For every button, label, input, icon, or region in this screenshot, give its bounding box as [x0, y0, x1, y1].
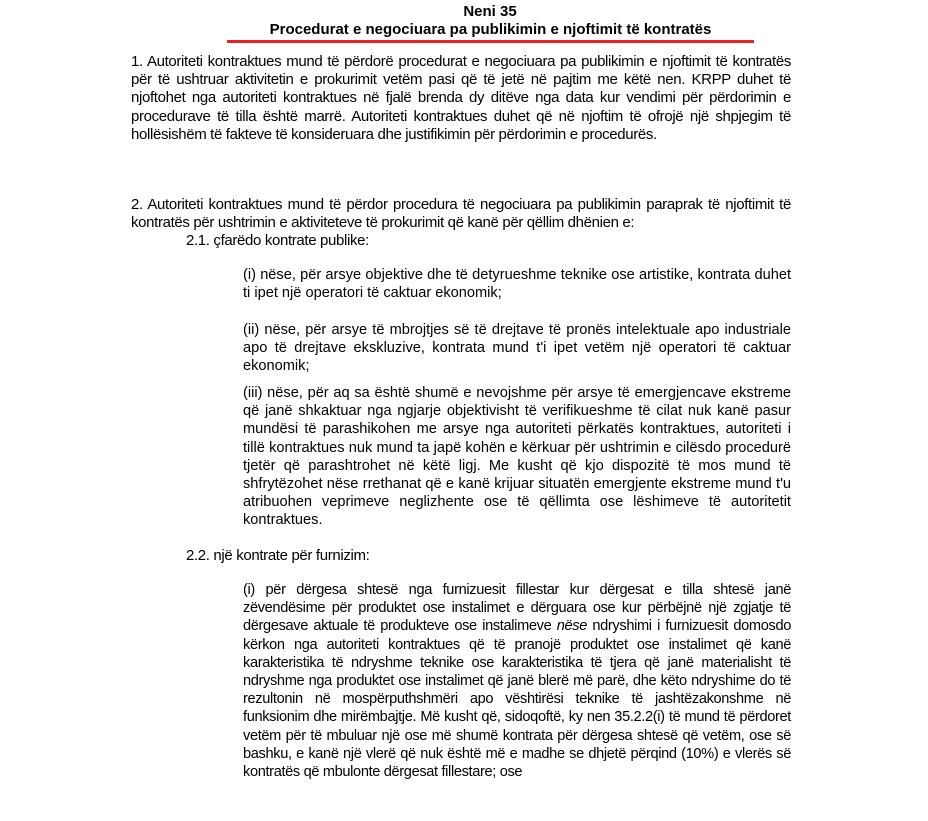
item-text-before: (i) për dërgesa shtesë nga furnizuesit fillestar kur dërgesat e tilla shtesë janë zëvendësime për produktet ose instalimet e dërguara ose kur përbëjnë një zgjatje të dërgesave aktuale të produkteve ose instalimeve: [243, 582, 791, 635]
item-text-after: ndryshimi i furnizuesit domosdo kërkon nga autoriteti kontraktues që të pranojë produktet ose instalimet që kanë karakteristika të ndryshme teknike ose karakteristika të tjera që janë materialisht të ndryshme nga produktet ose instalimet që janë blerë më parë, dhe këto ndryshime do të rezultonin në mospërputhshmëri apo vështirësi teknike të jashtëzakonshme në funksionim dhe mirëmbajtje. Më kusht që, sidoqoftë, ky nen 35.2.2(i) të mund të përdoret vetëm për të mbuluar një ose më shumë kontrata për dërgesa shtesë që vetëm, ose së bashku, e kanë një vlerë që nuk është më e madhe se dhjetë përqind (10%) e vlerës së kontratës që mbulonte dërgesat fillestare; ose: [243, 618, 791, 781]
article-title: Procedurat e negociuara pa publikimin e njoftimit të kontratës: [269, 21, 712, 38]
section-2-1-heading: 2.1. çfarëdo kontrate publike:: [186, 232, 369, 249]
section-2-2-heading: 2.2. një kontrate për furnizim:: [186, 547, 370, 564]
section-2-2-item-i: [243, 581, 791, 781]
item-text-italic: nëse: [556, 618, 587, 635]
section-2-1-item-iii: (iii) nëse, për aq sa është shumë e nevojshme për arsye të emergjencave ekstreme që janë shkaktuar nga ngjarje objektivisht të verifikueshme të cilat nuk kanë pasur mundësi të parashikohen me arsye nga autoriteti përkatës kontraktues, autoriteti i tillë kontraktues nuk mund ta japë kohën e kërkuar për ushtrimin e cilësdo procedurë tjetër që parashtrohet në këtë ligj. Me kusht që kjo dispozitë të mos mund të shfrytëzohet nëse rrethanat që e kanë krijuar situatën emergjente ekstreme mund t'u atribuohen veprimeve neglizhente ose të qëllimta ose lëshimeve të autoritetit kontraktues.: [243, 385, 791, 529]
section-2-1-item-i: (i) nëse, për arsye objektive dhe të detyrueshme teknike ose artistike, kontrata duhet ti ipet një operatori të caktuar ekonomik;: [243, 267, 791, 302]
section-2-1-item-ii: (ii) nëse, për arsye të mbrojtjes së të drejtave të pronës intelektuale apo industriale apo të drejtave ekskluzive, kontrata mund t'i ipet vetëm një operatori të caktuar ekonomik;: [243, 322, 791, 375]
paragraph-2: 2. Autoriteti kontraktues mund të përdor procedura të negociuara pa publikimin paraprak të njoftimit të kontratës për ushtrimin e aktiviteteve të prokurimit që kanë për qëllim dhënien e:: [131, 196, 791, 232]
article-number: Neni 35: [463, 3, 517, 20]
paragraph-1: 1. Autoriteti kontraktues mund të përdorë procedurat e negociuara pa publikimin e njoftimit të kontratës për të ushtruar aktivitetin e prokurimit vetëm pasi që të jetë në pajtim me këtë nen. KRPP duhet të njoftohet nga autoriteti kontraktues në fjalë brenda dy ditëve nga data kur vendimi për përdorimin e procedurave të tilla është marrë. Autoriteti kontraktues duhet që në njoftim të ofrojë një shpjegim të hollësishëm të fakteve të konsideruara dhe justifikimin për përdorimin e procedurës.: [131, 53, 791, 143]
title-underline: [227, 40, 754, 43]
